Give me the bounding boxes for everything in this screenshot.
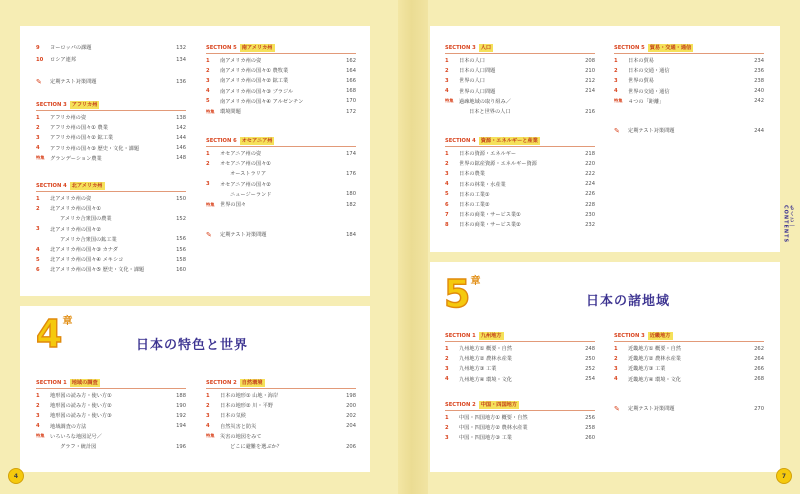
- toc-item-number: 9: [36, 44, 40, 51]
- toc-item-number: 3: [36, 412, 40, 419]
- toc-item-page: 266: [754, 365, 764, 372]
- chapter-5-title: 日本の諸地域: [586, 294, 671, 309]
- section-title: 自然環境: [241, 379, 263, 386]
- toc-item-label: オセアニア州の国々②: [220, 181, 271, 188]
- toc-item-page: 174: [346, 150, 356, 157]
- toc-item-label: 南アメリカ州の国々① 農牧業: [220, 68, 289, 75]
- section-rule: [445, 53, 595, 54]
- toc-item-page: 222: [585, 170, 595, 177]
- toc-item-label: ロシア連邦: [50, 57, 76, 63]
- toc-item-number: 1: [206, 57, 210, 64]
- section-prefix: SECTION 3: [36, 101, 67, 108]
- section-kyushu-heading: [445, 330, 504, 341]
- toc-item-label: 地形図の読み方・使い方②: [50, 403, 112, 410]
- toc-item-label: オセアニア州の国々①: [220, 161, 271, 168]
- toc-item-page: 160: [176, 266, 186, 273]
- section-prefix: SECTION 4: [445, 137, 476, 144]
- section-rule: [445, 341, 595, 342]
- section-south-america-heading: [206, 42, 275, 53]
- section-rule: [36, 191, 186, 192]
- toc-row-test: [36, 76, 186, 87]
- toc-item-label: アメリカ合衆国の農業: [60, 216, 112, 223]
- toc-item-number: 4: [36, 423, 40, 430]
- toc-item-page: 172: [346, 108, 356, 115]
- page-number-left: 4: [8, 468, 24, 484]
- toc-item-label: 南アメリカ州の国々③ ブラジル: [220, 88, 294, 95]
- page-gutter: [398, 0, 428, 494]
- section-title: 北アメリカ州: [71, 182, 103, 189]
- toc-item-number: 5: [445, 191, 449, 198]
- toc-item-page: 152: [176, 215, 186, 222]
- section-title: 資源・エネルギーと産業: [480, 137, 538, 144]
- toc-item-label: 九州地方③ 工業: [459, 366, 497, 373]
- section-population-heading: [445, 42, 493, 53]
- toc-item-page: 244: [754, 127, 764, 134]
- toc-item-label: 北アメリカ州の国々①: [50, 206, 101, 213]
- toc-item-page: 248: [585, 345, 595, 352]
- toc-item-number: 4: [445, 181, 449, 188]
- toc-item-page: 194: [176, 423, 186, 430]
- toc-row: [445, 219, 595, 230]
- toc-item-label: 環境問題: [220, 109, 241, 115]
- toc-item-label: ４つの「距離」: [628, 98, 665, 105]
- section-kinki-heading: [614, 330, 673, 341]
- toc-item-number: 1: [206, 150, 210, 157]
- toc-item-label: どこに避難を選ぶか？: [230, 444, 282, 450]
- toc-item-label: 北アメリカ州の国々③ カナダ: [50, 247, 118, 253]
- toc-item-page: 254: [585, 376, 595, 383]
- toc-item-number: 3: [445, 365, 449, 372]
- toc-row: [206, 199, 356, 210]
- section-title: 貿易・交通・通信: [649, 44, 692, 51]
- toc-item-label: 日本の資源・エネルギー: [459, 151, 517, 157]
- toc-item-label: 日本の地形① 山地・海岸: [220, 393, 279, 399]
- section-natural-environment-heading: [206, 377, 265, 388]
- toc-item-label: 日本の地形② 川・平野: [220, 403, 273, 410]
- toc-item-page: 260: [585, 434, 595, 441]
- toc-item-page: 264: [754, 355, 764, 362]
- toc-item-number: 特集: [36, 433, 45, 439]
- toc-item-label: 九州地方④ 環境・文化: [459, 376, 512, 383]
- toc-item-number: 5: [206, 98, 210, 105]
- toc-item-page: 146: [176, 145, 186, 152]
- toc-item-number: 2: [206, 402, 210, 409]
- chapter-4-title: 日本の特色と世界: [136, 338, 249, 353]
- section-prefix: SECTION 6: [206, 137, 237, 144]
- toc-item-label: 日本の交通・通信: [628, 68, 670, 75]
- toc-item-page: 188: [176, 392, 186, 399]
- toc-item-number: 3: [206, 77, 210, 84]
- toc-item-page: 168: [346, 88, 356, 95]
- toc-item-label: 近畿地方② 農林水産業: [628, 356, 681, 363]
- toc-item-number: 1: [445, 57, 449, 64]
- toc-item-number: 特集: [445, 98, 454, 104]
- toc-item-number: 1: [445, 414, 449, 421]
- toc-item-page: 230: [585, 211, 595, 218]
- toc-item-number: 特集: [206, 108, 215, 114]
- section-rule: [206, 53, 356, 54]
- toc-item-number: 3: [445, 170, 449, 177]
- toc-item-number: 3: [445, 77, 449, 84]
- toc-item-page: 132: [176, 44, 186, 51]
- toc-item-number: 4: [36, 145, 40, 152]
- memo-icon: ✎: [36, 77, 42, 86]
- toc-item-label: 日本の人口問題: [459, 68, 496, 75]
- toc-item-label: 日本の商業・サービス業②: [459, 222, 521, 229]
- toc-item-number: 1: [614, 57, 618, 64]
- toc-item-page: 252: [585, 365, 595, 372]
- toc-item-page: 214: [585, 88, 595, 95]
- toc-row: [36, 42, 186, 53]
- toc-item-label: 定期テスト対策問題: [50, 79, 97, 85]
- section-prefix: SECTION 3: [614, 332, 645, 339]
- toc-item-label: 南アメリカ州の国々④ アルゼンチン: [220, 98, 304, 105]
- toc-item-label: 日本の林業・水産業: [459, 181, 506, 188]
- section-prefix: SECTION 1: [445, 332, 476, 339]
- section-regional-survey-heading: [36, 377, 100, 388]
- toc-item-label: 北アメリカ州の国々②: [50, 226, 101, 233]
- toc-item-number: 3: [614, 77, 618, 84]
- toc-item-number: 3: [614, 365, 618, 372]
- chapter-4-number: $4^章$: [36, 312, 73, 356]
- toc-item-number: 特集: [36, 155, 45, 161]
- toc-item-number: 10: [36, 56, 44, 63]
- toc-item-page: 142: [176, 124, 186, 131]
- toc-item-page: 156: [176, 246, 186, 253]
- toc-item-number: 3: [206, 181, 210, 188]
- toc-item-page: 184: [346, 231, 356, 238]
- toc-item-page: 158: [176, 256, 186, 263]
- toc-item-label: 日本の人口: [459, 58, 485, 64]
- toc-item-number: 4: [614, 376, 618, 383]
- toc-item-number: 2: [36, 205, 40, 212]
- toc-row-test: [614, 403, 764, 414]
- section-rule: [206, 388, 356, 389]
- toc-item-label: 災害の地図をみて: [220, 433, 262, 440]
- toc-item-page: 134: [176, 56, 186, 63]
- toc-item-label: アフリカ州の国々① 農業: [50, 125, 108, 132]
- toc-item-page: 262: [754, 345, 764, 352]
- section-title: 中国・四国地方: [480, 401, 518, 408]
- toc-item-number: 4: [445, 376, 449, 383]
- toc-item-number: 1: [445, 150, 449, 157]
- toc-item-label: 世界の交通・通信: [628, 88, 670, 95]
- toc-item-label: 北アメリカ州の国々④ メキシコ: [50, 257, 124, 264]
- toc-item-page: 212: [585, 77, 595, 84]
- toc-item-number: 2: [614, 355, 618, 362]
- toc-item-page: 256: [585, 414, 595, 421]
- section-title: 九州地方: [480, 332, 502, 339]
- section-rule: [206, 146, 356, 147]
- toc-item-number: 1: [206, 392, 210, 399]
- section-rule: [36, 110, 186, 111]
- section-title: アフリカ州: [71, 101, 98, 108]
- toc-item-label: 中国・四国地方② 農林水産業: [459, 425, 528, 432]
- toc-item-label: オーストラリア: [230, 171, 267, 178]
- toc-item-page: 250: [585, 355, 595, 362]
- toc-item-page: 138: [176, 114, 186, 121]
- memo-icon: ✎: [614, 404, 620, 413]
- section-title: 南アメリカ州: [241, 44, 273, 51]
- toc-item-number: 3: [36, 134, 40, 141]
- toc-item-page: 270: [754, 405, 764, 412]
- toc-item-number: 2: [614, 67, 618, 74]
- toc-item-label: 南アメリカ州の国々② 鉱工業: [220, 78, 289, 85]
- toc-item-number: 3: [36, 226, 40, 233]
- section-prefix: SECTION 5: [614, 44, 645, 51]
- toc-item-label: 南アメリカ州の姿: [220, 58, 262, 64]
- toc-item-page: 218: [585, 150, 595, 157]
- section-rule: [614, 53, 764, 54]
- toc-item-number: 2: [36, 402, 40, 409]
- toc-item-label: 中国・四国地方③ 工業: [459, 435, 512, 442]
- toc-item-page: 200: [346, 402, 356, 409]
- toc-item-label: 日本の貿易: [628, 58, 654, 64]
- section-title: 人口: [480, 44, 492, 51]
- toc-item-number: 2: [206, 67, 210, 74]
- toc-item-page: 170: [346, 98, 356, 105]
- page-number-right: 7: [776, 468, 792, 484]
- toc-item-number: 2: [445, 67, 449, 74]
- toc-item-label: 定期テスト対策問題: [220, 232, 267, 238]
- toc-item-number: 3: [206, 412, 210, 419]
- toc-item-number: 特集: [614, 98, 623, 104]
- toc-item-label: 近畿地方④ 環境・文化: [628, 376, 681, 383]
- toc-item-number: 2: [445, 355, 449, 362]
- toc-item-label: 日本の農業: [459, 171, 485, 178]
- section-prefix: SECTION 1: [36, 379, 67, 386]
- toc-item-page: 210: [585, 67, 595, 74]
- toc-item-label: 地形図の読み方・使い方③: [50, 413, 112, 420]
- toc-item-page: 202: [346, 412, 356, 419]
- toc-item-label: 日本の工業①: [459, 191, 490, 198]
- toc-item-page: 164: [346, 67, 356, 74]
- section-prefix: SECTION 4: [36, 182, 67, 189]
- toc-item-number: 8: [445, 221, 449, 228]
- toc-item-page: 216: [585, 108, 595, 115]
- toc-item-page: 234: [754, 57, 764, 64]
- toc-row: [445, 432, 595, 443]
- contents-side-tab: もくじ｜CONTENTS: [782, 205, 795, 244]
- toc-item-page: 226: [585, 191, 595, 198]
- toc-item-page: 166: [346, 77, 356, 84]
- chapter-5-number: $5^章$: [444, 272, 481, 316]
- toc-item-page: 148: [176, 155, 186, 162]
- toc-item-number: 1: [445, 345, 449, 352]
- toc-item-page: 220: [585, 160, 595, 167]
- toc-row: [36, 264, 186, 275]
- toc-item-page: 198: [346, 392, 356, 399]
- section-chugoku-shikoku-heading: [445, 399, 519, 410]
- toc-item-label: オセアニア州の姿: [220, 151, 262, 157]
- section-oceania-heading: [206, 135, 274, 146]
- toc-item-label: 定期テスト対策問題: [628, 128, 675, 134]
- toc-row: [206, 441, 356, 452]
- toc-item-number: 6: [445, 201, 449, 208]
- toc-item-label: 北アメリカ州の国々⑤ 歴史・文化・課題: [50, 267, 145, 274]
- toc-item-label: 日本の工業②: [459, 202, 490, 208]
- toc-item-number: 4: [445, 88, 449, 95]
- toc-row: [36, 54, 186, 65]
- toc-item-label: 世界の人口問題: [459, 88, 496, 95]
- toc-item-number: 1: [36, 392, 40, 399]
- toc-item-page: 268: [754, 376, 764, 383]
- toc-item-page: 242: [754, 98, 764, 105]
- section-rule: [614, 341, 764, 342]
- toc-item-label: アフリカ州の国々② 鉱工業: [50, 135, 114, 142]
- section-trade-heading: [614, 42, 693, 53]
- toc-item-number: 特集: [206, 201, 215, 207]
- toc-item-page: 206: [346, 443, 356, 450]
- memo-icon: ✎: [206, 230, 212, 239]
- section-prefix: SECTION 2: [206, 379, 237, 386]
- toc-item-page: 176: [346, 170, 356, 177]
- toc-item-page: 180: [346, 191, 356, 198]
- toc-item-label: グランデーション農業: [50, 155, 102, 162]
- toc-item-page: 192: [176, 412, 186, 419]
- toc-item-label: 地形図の読み方・使い方①: [50, 393, 112, 399]
- toc-item-number: 6: [36, 266, 40, 273]
- toc-item-page: 156: [176, 236, 186, 243]
- toc-row: [445, 106, 595, 117]
- toc-item-page: 182: [346, 201, 356, 208]
- toc-item-number: 1: [36, 114, 40, 121]
- toc-item-page: 196: [176, 443, 186, 450]
- section-title: オセアニア州: [241, 137, 273, 144]
- toc-item-label: 地域調査の方法: [50, 423, 87, 430]
- toc-item-label: 日本の気候: [220, 413, 246, 420]
- section-title: 地域の調査: [71, 379, 98, 386]
- toc-row-test: [206, 229, 356, 240]
- toc-item-label: アメリカ合衆国の鉱工業: [60, 236, 117, 243]
- toc-item-number: 2: [206, 160, 210, 167]
- toc-item-label: ニュージーランド: [230, 191, 272, 198]
- toc-item-page: 162: [346, 57, 356, 64]
- section-title: 近畿地方: [649, 332, 671, 339]
- toc-item-label: 世界の人口: [459, 78, 485, 85]
- toc-item-number: 1: [36, 195, 40, 202]
- toc-item-label: 近畿地方③ 工業: [628, 366, 666, 373]
- toc-row: [445, 374, 595, 385]
- toc-item-number: 4: [36, 246, 40, 253]
- toc-item-label: 世界の鉱産資源・エネルギー資源: [459, 161, 537, 168]
- section-resources-heading: [445, 135, 540, 146]
- toc-item-page: 150: [176, 195, 186, 202]
- toc-item-label: 自然災害と防災: [220, 423, 257, 430]
- toc-item-label: ヨーロッパの課題: [50, 45, 92, 51]
- toc-item-label: 定期テスト対策問題: [628, 406, 675, 412]
- toc-item-page: 190: [176, 402, 186, 409]
- toc-item-number: 3: [445, 434, 449, 441]
- toc-item-label: いろいろな地図記号／: [50, 433, 102, 440]
- toc-item-label: 世界の貿易: [628, 78, 654, 85]
- section-rule: [445, 146, 595, 147]
- toc-item-page: 238: [754, 77, 764, 84]
- toc-item-page: 144: [176, 134, 186, 141]
- section-rule: [36, 388, 186, 389]
- toc-item-number: 7: [445, 211, 449, 218]
- toc-item-page: 208: [585, 57, 595, 64]
- toc-item-label: 世界の国々: [220, 202, 246, 208]
- toc-row-test: [614, 125, 764, 136]
- section-prefix: SECTION 2: [445, 401, 476, 408]
- toc-item-page: 236: [754, 67, 764, 74]
- toc-item-label: 中国・四国地方① 概要・自然: [459, 415, 528, 421]
- section-prefix: SECTION 5: [206, 44, 237, 51]
- toc-item-label: 九州地方① 概要・自然: [459, 346, 512, 352]
- toc-item-label: 日本の商業・サービス業①: [459, 212, 521, 219]
- section-africa-heading: [36, 99, 99, 110]
- toc-item-number: 2: [445, 424, 449, 431]
- toc-item-page: 258: [585, 424, 595, 431]
- memo-icon: ✎: [614, 126, 620, 135]
- toc-item-label: 過疎地域の取り組み／: [459, 98, 511, 105]
- toc-item-number: 4: [206, 423, 210, 430]
- toc-row: [206, 106, 356, 117]
- toc-item-page: 232: [585, 221, 595, 228]
- toc-item-page: 240: [754, 88, 764, 95]
- toc-item-label: 九州地方② 農林水産業: [459, 356, 512, 363]
- toc-item-number: 特集: [206, 433, 215, 439]
- toc-item-number: 4: [614, 88, 618, 95]
- toc-item-label: アフリカ州の国々③ 歴史・文化・課題: [50, 145, 140, 152]
- section-rule: [445, 410, 595, 411]
- toc-item-label: 近畿地方① 概要・自然: [628, 346, 681, 352]
- toc-item-page: 204: [346, 423, 356, 430]
- toc-item-number: 4: [206, 88, 210, 95]
- toc-item-number: 2: [445, 160, 449, 167]
- toc-row: [614, 374, 764, 385]
- toc-item-label: アフリカ州の姿: [50, 115, 87, 121]
- toc-item-page: 136: [176, 78, 186, 85]
- toc-row: [36, 441, 186, 452]
- toc-item-label: 日本と世界の人口: [469, 109, 511, 115]
- toc-item-label: グラフ・統計図: [60, 444, 97, 450]
- toc-item-number: 2: [36, 124, 40, 131]
- toc-item-number: 1: [614, 345, 618, 352]
- toc-item-page: 224: [585, 181, 595, 188]
- section-north-america-heading: [36, 180, 105, 191]
- toc-row: [36, 153, 186, 164]
- toc-item-number: 5: [36, 256, 40, 263]
- toc-item-page: 228: [585, 201, 595, 208]
- section-prefix: SECTION 3: [445, 44, 476, 51]
- toc-item-label: 北アメリカ州の姿: [50, 196, 92, 202]
- toc-row: [614, 96, 764, 107]
